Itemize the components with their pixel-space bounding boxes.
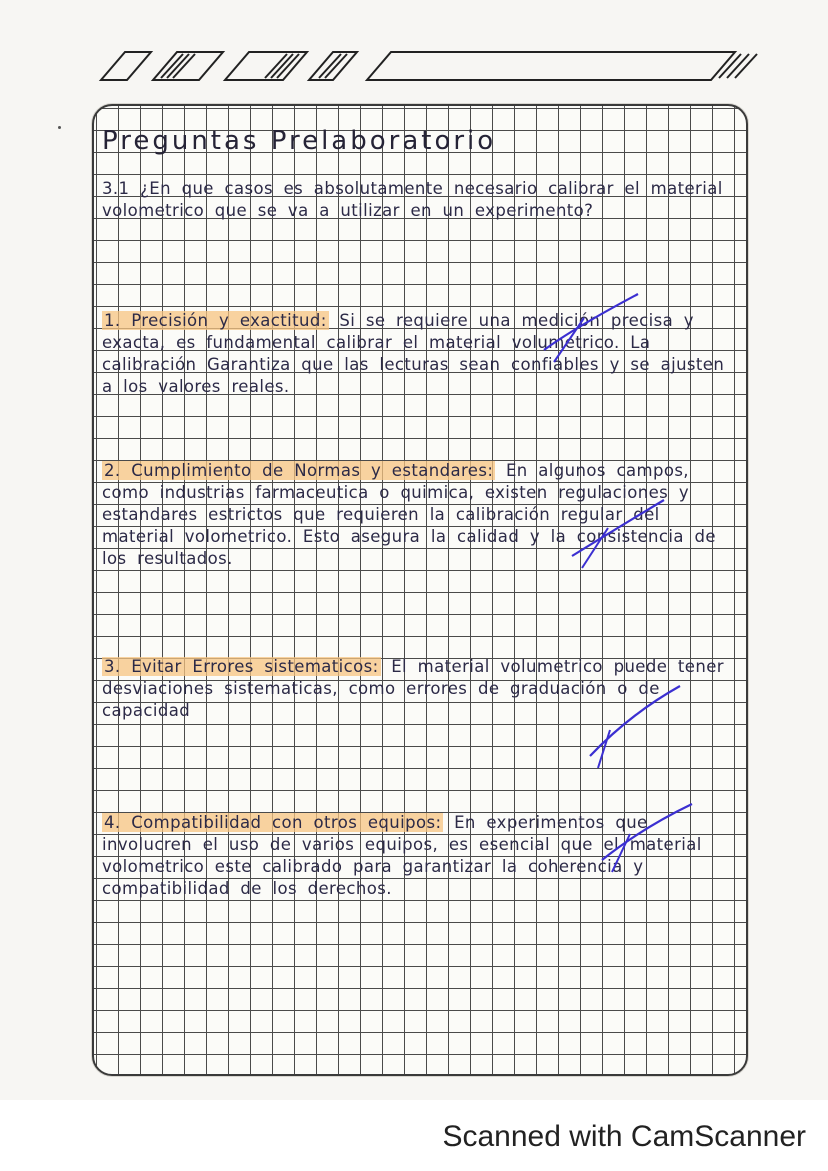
answer-item-3	[102, 656, 738, 722]
answer-item-1	[102, 310, 738, 398]
header-boxes	[95, 48, 765, 84]
ink-speck	[58, 126, 61, 129]
answer-body-1: Si se requiere una medición precisa y exacta, es fundamental calibrar el material volumetrico. La calibración Garantiza que las lecturas sean confiables y se ajusten a los valores reales.	[102, 311, 725, 396]
answer-item-2	[102, 460, 738, 570]
answer-heading-3: 3. Evitar Errores sistematicos:	[104, 657, 379, 676]
answer-item-4	[102, 812, 738, 900]
page-title: Preguntas Prelaboratorio	[102, 126, 497, 156]
answer-heading-1: 1. Precisión y exactitud:	[104, 311, 327, 330]
answer-body-3: El material volumetrico puede tener desviaciones sistematicas, como errores de graduación o de capacidad	[102, 657, 724, 720]
camscanner-watermark: Scanned with CamScanner	[442, 1120, 806, 1153]
answer-body-2: En algunos campos, como industrias farmaceutica o quimica, existen regulaciones y estandares estrictos que requieren la calibración regular del material volometrico. Esto asegura la calidad y la consistencia de los resultados.	[102, 461, 716, 568]
answer-body-4: En experimentos que involucren el uso de varios equipos, es esencial que el material volometrico este calibrado para garantizar la coherencia y compatibilidad de los derechos.	[102, 813, 702, 898]
answer-heading-4: 4. Compatibilidad con otros equipos:	[104, 813, 442, 832]
answer-heading-2: 2. Cumplimiento de Normas y estandares:	[104, 461, 494, 480]
question-text: 3.1 ¿En que casos es absolutamente necesario calibrar el material volometrico que se va a utilizar en un experimento?	[102, 179, 723, 220]
grid-sheet	[92, 104, 748, 1076]
